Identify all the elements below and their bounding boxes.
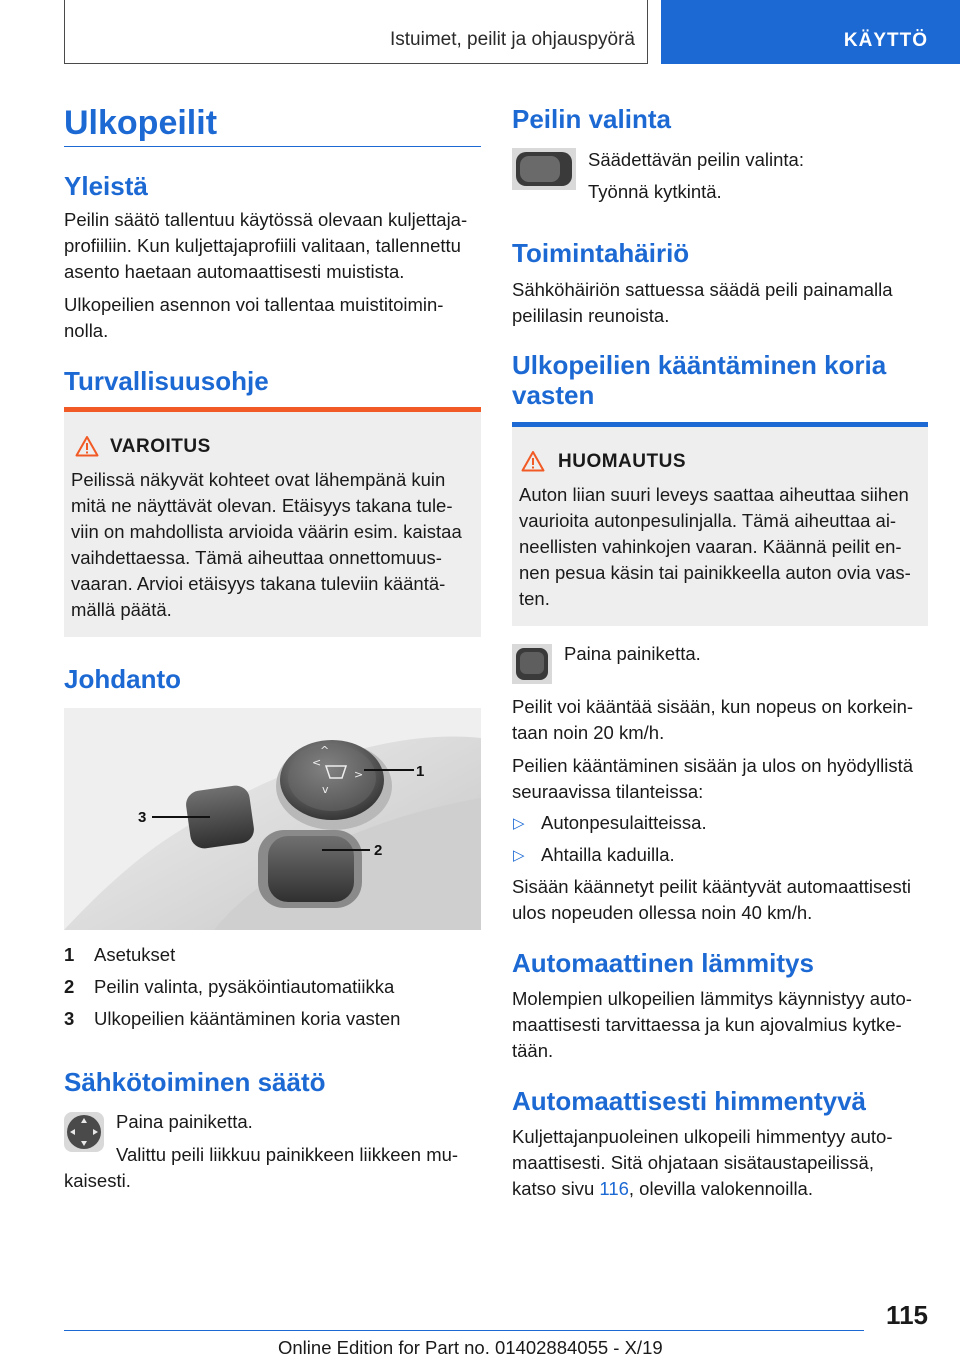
legend-text-1: Asetukset (94, 944, 176, 965)
svg-text:v: v (322, 783, 329, 796)
warning-line-5: vaaran. Arvioi etäisyys takana tuleviin kääntä- (71, 573, 446, 594)
dimming-l3-post: , olevilla valokennoilla. (628, 1178, 813, 1199)
heading-general: Yleistä (64, 171, 148, 201)
header-section-box (64, 0, 648, 64)
notice-line-2: vaurioita autonpesulinjalla. Tämä aiheuttaa ai- (519, 510, 897, 531)
heating-l3: tään. (512, 1040, 554, 1061)
general-p2-l1: Ulkopeilien asennon voi tallentaa muistitoimin- (64, 294, 444, 315)
select-l2: Työnnä kytkintä. (588, 181, 722, 202)
warning-line-2: mitä ne näyttävät olevan. Etäisyys takana tule- (71, 495, 453, 516)
header-section-title: Istuimet, peilit ja ohjauspyörä (389, 29, 635, 50)
heading-select: Peilin valinta (512, 104, 671, 134)
general-p2-l2: nolla. (64, 320, 109, 341)
legend-text-2: Peilin valinta, pysäköintiautomatiikka (94, 976, 395, 997)
svg-text:>: > (354, 768, 364, 781)
select-l1: Säädettävän peilin valinta: (588, 149, 804, 170)
heading-fault: Toimintahäiriö (512, 238, 690, 268)
legend-num-3: 3 (64, 1008, 75, 1029)
fold-p1-l1: Peilit voi kääntää sisään, kun nopeus on korkein- (512, 696, 914, 717)
warning-title: VAROITUS (110, 436, 211, 457)
fault-l1: Sähköhäiriön sattuessa säädä peili painamalla (512, 279, 893, 300)
header-chapter-tab (661, 0, 960, 64)
fold-p2-l1: Peilien kääntäminen sisään ja ulos on hyödyllistä (512, 755, 914, 776)
fold-p1-l2: taan noin 20 km/h. (512, 722, 665, 743)
heating-l1: Molempien ulkopeilien lämmitys käynnistyy auto- (512, 988, 912, 1009)
svg-text:^: ^ (320, 744, 330, 757)
warning-line-3: viin on mahdollista arvioida väärin esim. kaistaa (71, 521, 462, 542)
heading-electric: Sähkötoiminen säätö (64, 1067, 326, 1097)
warning-box (64, 407, 481, 637)
mirror-select-switch-icon (512, 148, 576, 190)
legend-num-1: 1 (64, 944, 75, 965)
mirror-controls-figure (64, 708, 481, 930)
svg-text:<: < (312, 756, 322, 769)
callout-3: 3 (138, 809, 147, 826)
warning-line-6: mällä päätä. (71, 599, 172, 620)
general-p1-l1: Peilin säätö tallentuu käytössä olevaan kuljettaja- (64, 209, 468, 230)
notice-bar (512, 422, 928, 427)
notice-box (512, 422, 928, 626)
legend-text-3: Ulkopeilien kääntäminen koria vasten (94, 1008, 401, 1029)
footer-rule (64, 1330, 864, 1331)
heading-dimming: Automaattisesti himmentyvä (512, 1086, 866, 1116)
bullet-triangle-icon: ▷ (513, 847, 525, 864)
fold-bullet-1: Autonpesulaitteissa. (541, 812, 707, 833)
electric-l1: Paina painiketta. (116, 1111, 253, 1132)
notice-line-1: Auton liian suuri leveys saattaa aiheuttaa siihen (519, 484, 909, 505)
notice-line-4: nen pesua käsin tai painikkeella auton ovia vas- (519, 562, 911, 583)
dimming-l1: Kuljettajanpuoleinen ulkopeili himmentyy auto- (512, 1126, 893, 1147)
dimming-l3-pre: katso sivu (512, 1178, 600, 1199)
bullet-triangle-icon: ▷ (513, 815, 525, 832)
footer-edition: Online Edition for Part no. 01402884055 - X/19 (278, 1337, 663, 1358)
title-rule (64, 146, 481, 147)
page-link-116[interactable]: 116 (599, 1178, 629, 1199)
fold-p2-l2: seuraavissa tilanteissa: (512, 781, 704, 802)
notice-line-5: ten. (519, 588, 550, 609)
notice-triangle-icon (521, 450, 545, 472)
fold-mirror-button-icon (512, 644, 552, 684)
heading-fold-l2: vasten (512, 380, 595, 410)
header-chapter-title: KÄYTTÖ (843, 30, 928, 51)
legend-num-2: 2 (64, 976, 75, 997)
fold-p3-l2: ulos nopeuden ollessa noin 40 km/h. (512, 902, 813, 923)
general-p1-l3: asento haetaan automaattisesti muistista. (64, 261, 405, 282)
general-p1-l2: profiiliin. Kun kuljettajaprofiili valitaan, tallennettu (64, 235, 461, 256)
notice-line-3: neellisten vahinkojen vaaran. Käännä peilit en- (519, 536, 902, 557)
electric-l3: kaisesti. (64, 1170, 131, 1191)
fold-press: Paina painiketta. (564, 643, 701, 664)
dimming-l2: maattisesti. Sitä ohjataan sisätaustapeilissä, (512, 1152, 874, 1173)
heating-l2: maattisesti tarvittaessa ja kun ajovalmius kytke- (512, 1014, 902, 1035)
warning-line-4: vaihdettaessa. Tämä aiheuttaa onnettomuus- (71, 547, 442, 568)
heading-fold-l1: Ulkopeilien kääntäminen koria (512, 350, 887, 380)
page-title: Ulkopeilit (64, 104, 218, 142)
warning-bar (64, 407, 481, 412)
fold-p3-l1: Sisään käännetyt peilit kääntyvät automaattisesti (512, 876, 912, 897)
callout-2: 2 (374, 842, 383, 859)
page-number: 115 (886, 1300, 928, 1330)
heading-safety: Turvallisuusohje (64, 366, 269, 396)
mirror-adjust-knob-icon (64, 1112, 104, 1152)
notice-title: HUOMAUTUS (558, 451, 686, 472)
heading-intro: Johdanto (64, 664, 181, 694)
warning-triangle-icon (75, 435, 99, 457)
dimming-l3 (512, 1176, 813, 1202)
electric-l2: Valittu peili liikkuu painikkeen liikkeen mu- (116, 1144, 459, 1165)
heading-heating: Automaattinen lämmitys (512, 948, 814, 978)
fold-bullet-2: Ahtailla kaduilla. (541, 844, 675, 865)
callout-1: 1 (416, 763, 425, 780)
fault-l2: peililasin reunoista. (512, 305, 670, 326)
warning-line-1: Peilissä näkyvät kohteet ovat lähempänä kuin (71, 469, 446, 490)
